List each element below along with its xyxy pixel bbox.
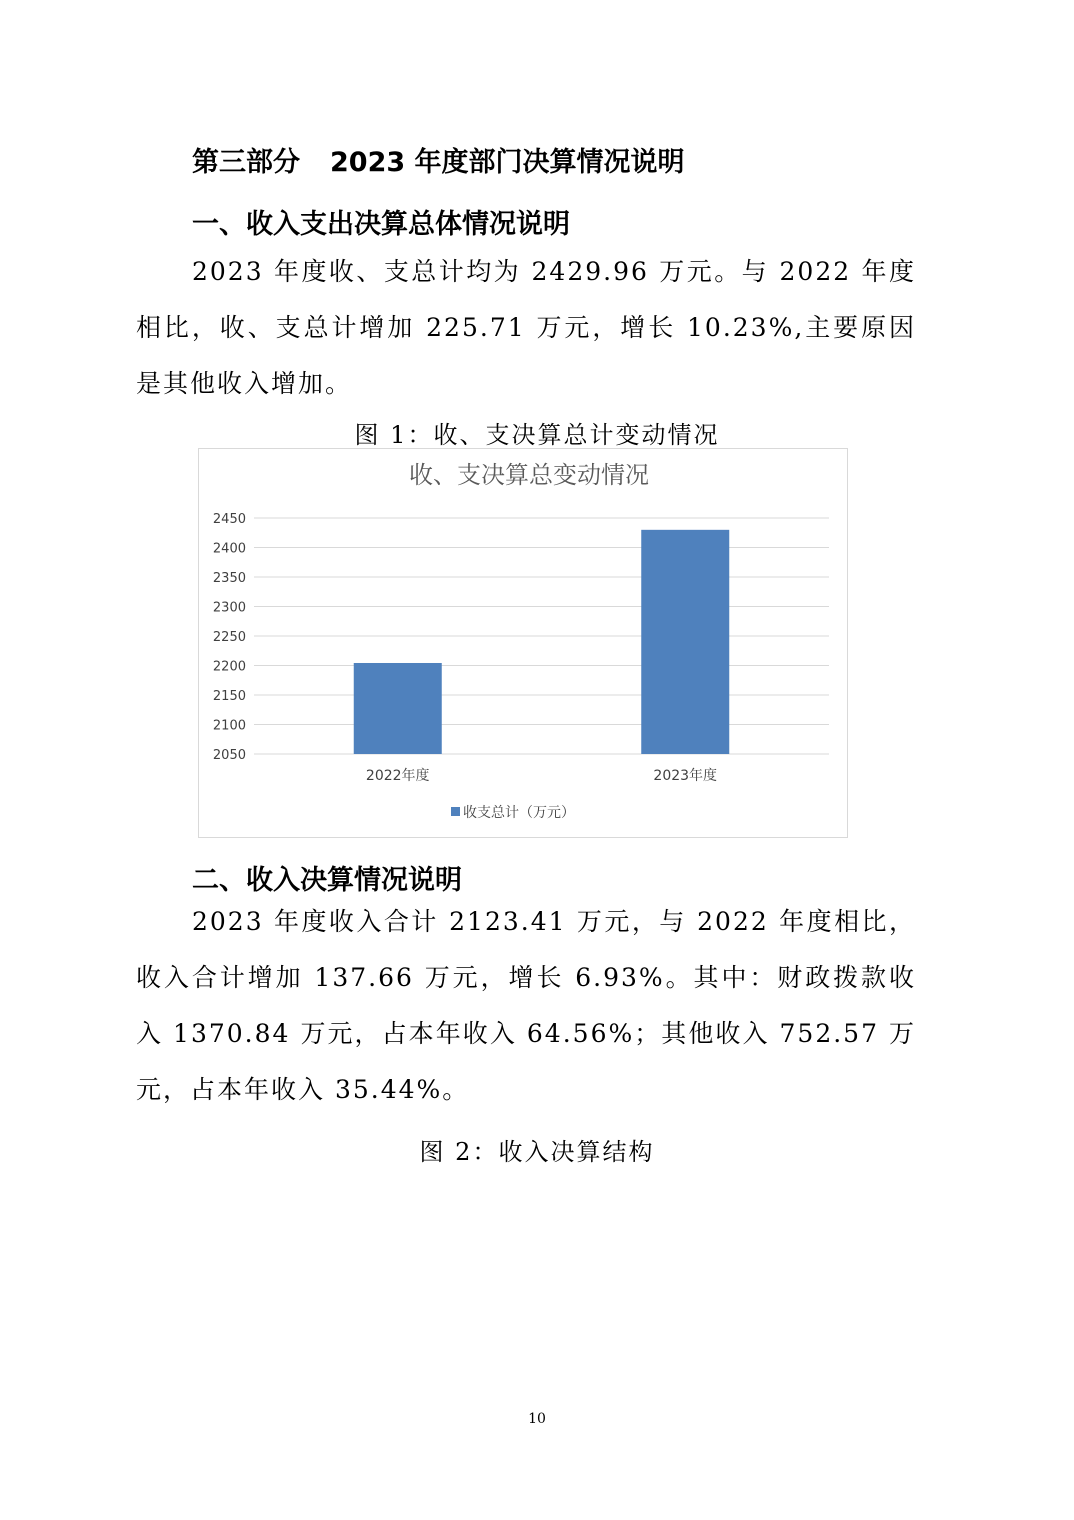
bar — [641, 530, 729, 754]
y-tick-label: 2300 — [212, 600, 246, 616]
page-number: 10 — [528, 1411, 546, 1427]
y-tick-label: 2100 — [212, 718, 246, 734]
y-tick-label: 2350 — [212, 571, 246, 586]
part-title-text: 2023 年度部门决算情况说明 — [330, 147, 685, 178]
figure2-caption: 图 2：收入决算结构 — [419, 1138, 655, 1166]
chart-container — [198, 448, 848, 838]
y-tick-label: 2200 — [212, 659, 246, 675]
x-tick-label: 2023年度 — [653, 768, 718, 784]
y-tick-label: 2400 — [212, 541, 246, 557]
x-tick-label: 2022年度 — [365, 768, 430, 784]
y-tick-label: 2450 — [212, 512, 246, 527]
legend-label: 收支总计（万元） — [463, 805, 575, 821]
legend-swatch — [451, 807, 460, 816]
y-tick-label: 2150 — [212, 689, 246, 704]
paragraph-overview: 2023 年度收、支总计均为 2429.96 万元。与 2022 年度相比，收、支总计增加 225.71 万元，增长 10.23%,主要原因是其他收入增加。 — [136, 257, 916, 398]
part-label: 第三部分 — [192, 147, 300, 178]
bar-chart — [199, 449, 847, 837]
y-tick-label: 2050 — [212, 748, 246, 763]
paragraph-income: 2023 年度收入合计 2123.41 万元，与 2022 年度相比，收入合计增加 137.66 万元，增长 6.93%。其中：财政拨款收入 1370.84 万元，占本年收入 64.56%；其他收入 752.57 万元，占本年收入 35.44%。 — [136, 907, 916, 1104]
bar — [354, 663, 442, 754]
figure1-caption: 图 1：收、支决算总计变动情况 — [354, 421, 720, 449]
heading-income-details: 二、收入决算情况说明 — [192, 865, 462, 896]
part-title — [192, 140, 685, 179]
y-tick-label: 2250 — [212, 630, 246, 645]
chart-title: 收、支决算总变动情况 — [409, 461, 649, 489]
heading-income-expenditure-overview: 一、收入支出决算总体情况说明 — [192, 209, 570, 240]
